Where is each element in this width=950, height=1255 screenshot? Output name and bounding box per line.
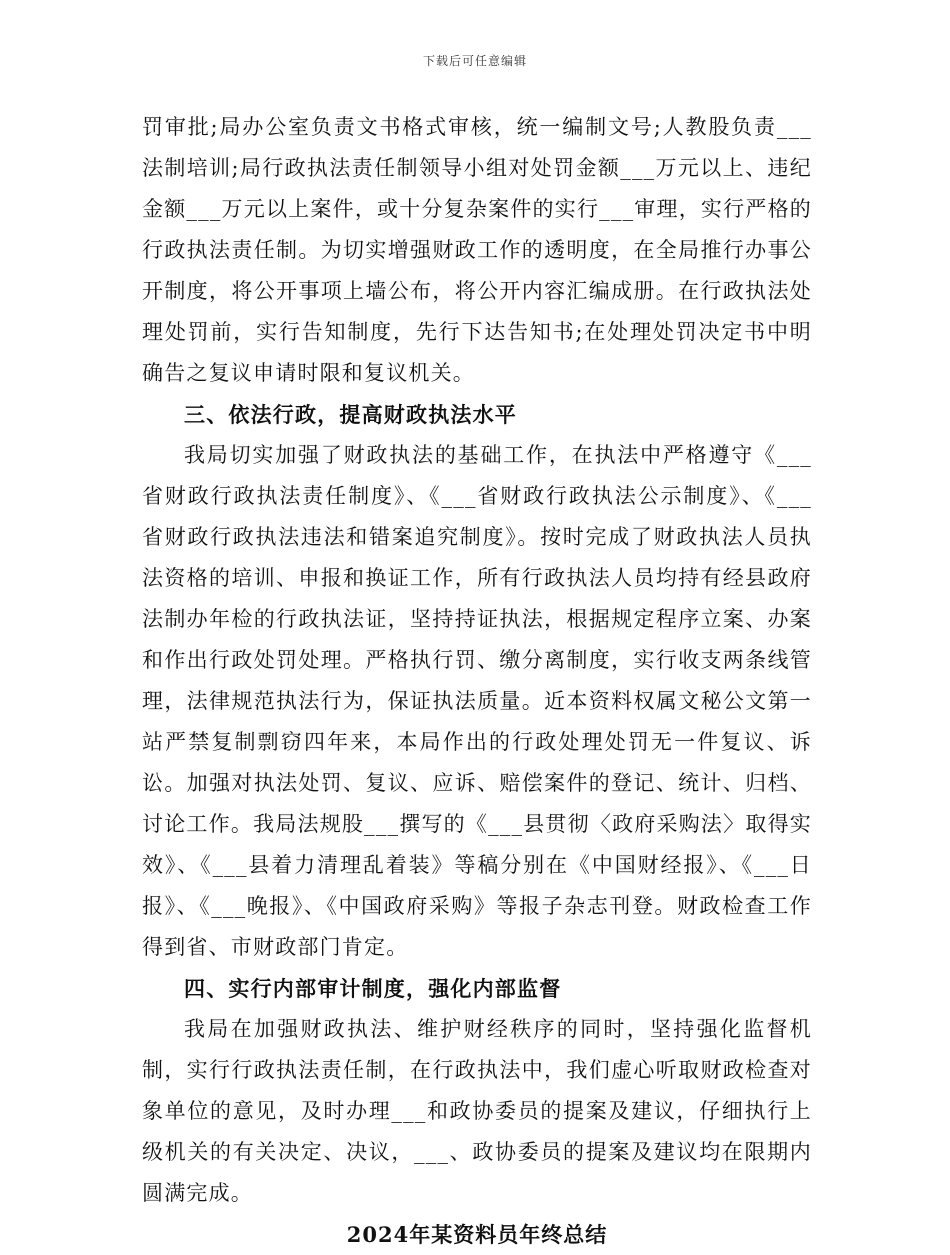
page-header-note: 下载后可任意编辑 — [422, 54, 527, 68]
section-heading-3: 三、依法行政，提高财政执法水平 — [184, 402, 517, 427]
paragraph-section-4: 我局在加强财政执法、维护财经秩序的同时，坚持强化监督机制，实行行政执法责任制，在行政执法中，我们虚心听取财政检查对象单位的意见，及时办理___和政协委员的提案及建议，仔细执行上级机关的有关决定、决议，___、政协委员的提案及建议均在限期内圆满完成。 — [142, 1017, 812, 1205]
paragraph-section-3: 我局切实加强了财政执法的基础工作，在执法中严格遵守《___省财政行政执法责任制度》、《___省财政行政执法公示制度》、《___省财政行政执法违法和错案追究制度》。按时完成了财政执法人员执法资格的培训、申报和换证工作，所有行政执法人员均持有经县政府法制办年检的行政执法证，坚持持证执法，根据规定程序立案、办案和作出行政处罚处理。严格执行罚、缴分离制度，实行收支两条线管理，法律规范执法行为，保证执法质量。近本资料权属文秘公文第一站严禁复制剽窃四年来，本局作出的行政处理处罚无一件复议、诉讼。加强对执法处罚、复议、应诉、赔偿案件的登记、统计、归档、讨论工作。我局法规股___撰写的《___县贯彻〈政府采购法〉取得实效》、《___县着力清理乱着装》等稿分别在《中国财经报》、《___日报》、《___晚报》、《中国政府采购》等报子杂志刊登。财政检查工作得到省、市财政部门肯定。 — [142, 443, 812, 959]
section-heading-4: 四、实行内部审计制度，强化内部监督 — [184, 976, 562, 1001]
document-title: 2024年某资料员年终总结 — [346, 1222, 608, 1247]
document-body — [142, 107, 812, 1255]
paragraph-continued: 罚审批;局办公室负责文书格式审核，统一编制文号;人教股负责___法制培训;局行政执法责任制领导小组对处罚金额___万元以上、违纪金额___万元以上案件，或十分复杂案件的实行___审理，实行严格的行政执法责任制。为切实增强财政工作的透明度，在全局推行办事公开制度，将公开事项上墙公布，将公开内容汇编成册。在行政执法处理处罚前，实行告知制度，先行下达告知书;在处理处罚决定书中明确告之复议申请时限和复议机关。 — [142, 115, 812, 385]
